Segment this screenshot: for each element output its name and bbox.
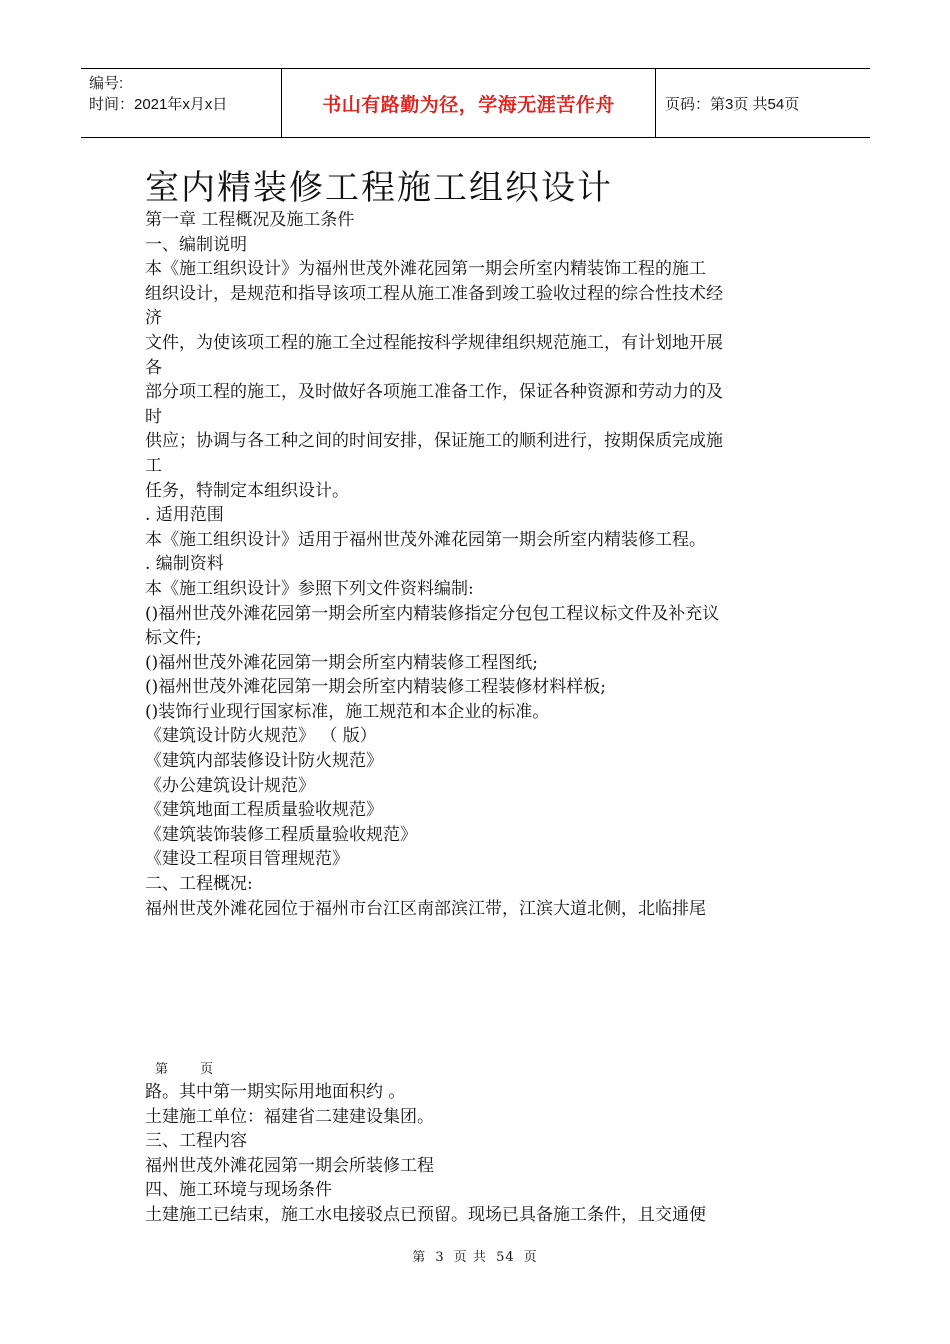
text-line: ()福州世茂外滩花园第一期会所室内精装修指定分包包工程议标文件及补充议: [145, 603, 720, 624]
header-motto: 书山有路勤为径，学海无涯苦作舟: [322, 94, 615, 116]
footer-page-number: 3: [435, 1250, 445, 1265]
document-body: [145, 208, 805, 921]
text-line: 《办公建筑设计规范》: [145, 775, 315, 796]
text-line: 土建施工已结束，施工水电接驳点已预留。现场已具备施工条件，且交通便: [145, 1204, 706, 1225]
text-line: 组织设计，是规范和指导该项工程从施工准备到竣工验收过程的综合性技术经: [145, 283, 723, 304]
text-line: ()福州世茂外滩花园第一期会所室内精装修工程图纸;: [145, 652, 538, 673]
text-line: 济: [145, 308, 162, 329]
text-line: 本《施工组织设计》为福州世茂外滩花园第一期会所室内精装饰工程的施工: [145, 259, 706, 280]
text-line: 路。其中第一期实际用地面积约 。: [145, 1082, 406, 1102]
text-line: 福州世茂外滩花园位于福州市台江区南部滨江带，江滨大道北侧，北临排尾: [145, 898, 706, 919]
text-line: 本《施工组织设计》参照下列文件资料编制:: [145, 578, 474, 599]
text-line: 福州世茂外滩花园第一期会所装修工程: [145, 1155, 434, 1176]
header-page-label: 页码：第3页 共54页: [665, 96, 800, 113]
text-line: 《建设工程项目管理规范》: [145, 849, 349, 870]
text-line: 部分项工程的施工，及时做好各项施工准备工作，保证各种资源和劳动力的及: [145, 382, 723, 403]
footer-suffix: 页: [523, 1250, 538, 1265]
footer-middle: 页 共: [453, 1250, 487, 1265]
text-line: 三、工程内容: [145, 1131, 247, 1152]
text-line: ()装饰行业现行国家标准，施工规范和本企业的标准。: [145, 701, 550, 722]
text-line: 《建筑设计防火规范》 （ 版）: [145, 726, 377, 747]
text-line: 本《施工组织设计》适用于福州世茂外滩花园第一期会所室内精装修工程。: [145, 529, 706, 550]
footer-prefix: 第: [412, 1250, 427, 1265]
text-line: . 适用范围: [145, 505, 224, 526]
text-line: 第一章 工程概况及施工条件: [145, 210, 355, 230]
text-line: 《建筑装饰装修工程质量验收规范》: [145, 824, 417, 845]
text-line: 一、编制说明: [145, 234, 247, 255]
text-line: 四、施工环境与现场条件: [145, 1180, 332, 1201]
text-line: 时: [145, 406, 162, 427]
page-footer: [0, 1246, 950, 1265]
text-line: 《建筑地面工程质量验收规范》: [145, 800, 383, 821]
text-line: 任务，特制定本组织设计。: [145, 480, 349, 501]
text-line: 《建筑内部装修设计防火规范》: [145, 751, 383, 772]
header-number-label: 编号:: [89, 75, 124, 92]
text-line: 工: [145, 455, 162, 476]
page-header: [81, 68, 870, 138]
footer-total-pages: 54: [496, 1250, 515, 1265]
text-line: 供应；协调与各工种之间的时间安排，保证施工的顺利进行，按期保质完成施: [145, 431, 723, 452]
text-line: 土建施工单位：福建省二建建设集团。: [145, 1106, 434, 1127]
header-time-label: 时间：2021年x月x日: [89, 96, 228, 113]
text-line: 各: [145, 357, 162, 378]
header-meta: [89, 73, 227, 115]
text-line: . 编制资料: [145, 554, 224, 575]
inner-page-mark: 第 页: [155, 1062, 228, 1077]
text-line: ()福州世茂外滩花园第一期会所室内精装修工程装修材料样板;: [145, 677, 606, 698]
header-divider: [655, 69, 656, 137]
document-title: 室内精装修工程施工组织设计: [145, 168, 613, 208]
text-line: 文件，为使该项工程的施工全过程能按科学规律组织规范施工，有计划地开展: [145, 332, 723, 353]
document-body-continued: [145, 1080, 805, 1228]
text-line: 二、工程概况:: [145, 874, 253, 895]
text-line: 标文件;: [145, 628, 202, 649]
